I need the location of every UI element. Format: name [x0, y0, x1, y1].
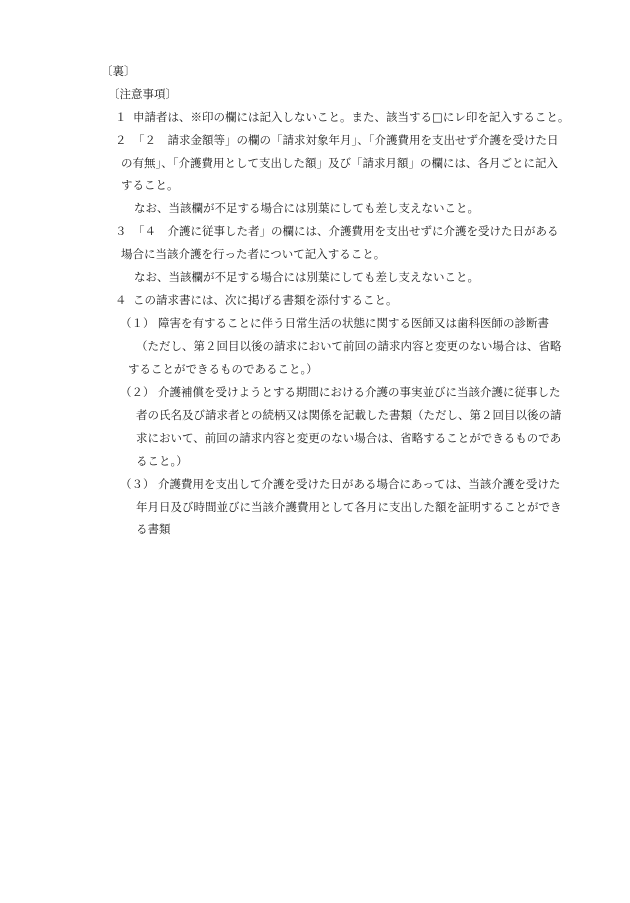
- subitem-2-line-4: ること。）: [136, 454, 188, 468]
- subitem-1-number: （１）: [120, 316, 155, 330]
- note-3-line-1: 「４ 介護に従事した者」の欄には、介護費用を支出せずに介護を受けた日がある: [133, 224, 559, 238]
- subitem-3-line-3: る書類: [136, 522, 171, 536]
- note-2-number: ２: [115, 133, 127, 147]
- back-side-label: 〔裏〕: [101, 64, 136, 78]
- subitem-1-line-1: 障害を有することに伴う日常生活の状態に関する医師又は歯科医師の診断書: [158, 316, 549, 330]
- note-4-number: ４: [115, 293, 127, 307]
- note-2-line-4: なお、当該欄が不足する場合には別葉にしても差し支えないこと。: [134, 201, 479, 215]
- subitem-1-line-2: （ただし、第２回目以後の請求において前回の請求内容と変更のない場合は、省略: [136, 339, 562, 353]
- subitem-3-number: （３）: [120, 477, 155, 491]
- note-3-line-2: 場合に当該介護を行った者について記入すること。: [121, 247, 386, 261]
- note-1-number: １: [115, 110, 127, 124]
- notes-title: 〔注意事項〕: [108, 87, 177, 101]
- note-3-line-3: なお、当該欄が不足する場合には別葉にしても差し支えないこと。: [134, 270, 479, 284]
- subitem-2-line-2: 者の氏名及び請求者との続柄又は関係を記載した書類（ただし、第２回目以後の請: [136, 408, 562, 422]
- subitem-3-line-2: 年月日及び時間並びに当該介護費用として各月に支出した額を証明することができ: [136, 500, 562, 514]
- subitem-2-line-1: 介護補償を受けようとする期間における介護の事実並びに当該介護に従事した: [158, 385, 561, 399]
- subitem-3-line-1: 介護費用を支出して介護を受けた日がある場合にあっては、当該介護を受けた: [158, 477, 561, 491]
- subitem-2-number: （２）: [120, 385, 155, 399]
- note-2-line-3: すること。: [121, 178, 179, 192]
- note-4-line-1: この請求書には、次に掲げる書類を添付すること。: [133, 293, 398, 307]
- note-3-number: ３: [115, 224, 127, 238]
- note-2-line-1: 「２ 請求金額等」の欄の「請求対象年月」、「介護費用を支出せず介護を受けた日: [133, 133, 559, 147]
- note-2-line-2: の有無」、「介護費用として支出した額」及び「請求月額」の欄には、各月ごとに記入: [121, 156, 558, 170]
- subitem-1-line-3: することができるものであること。）: [128, 362, 318, 376]
- note-1-line-1: 申請者は、※印の欄には記入しないこと。また、該当する□にレ印を記入すること。: [133, 110, 570, 124]
- subitem-2-line-3: 求において、前回の請求内容と変更のない場合は、省略することができるものであ: [136, 431, 562, 445]
